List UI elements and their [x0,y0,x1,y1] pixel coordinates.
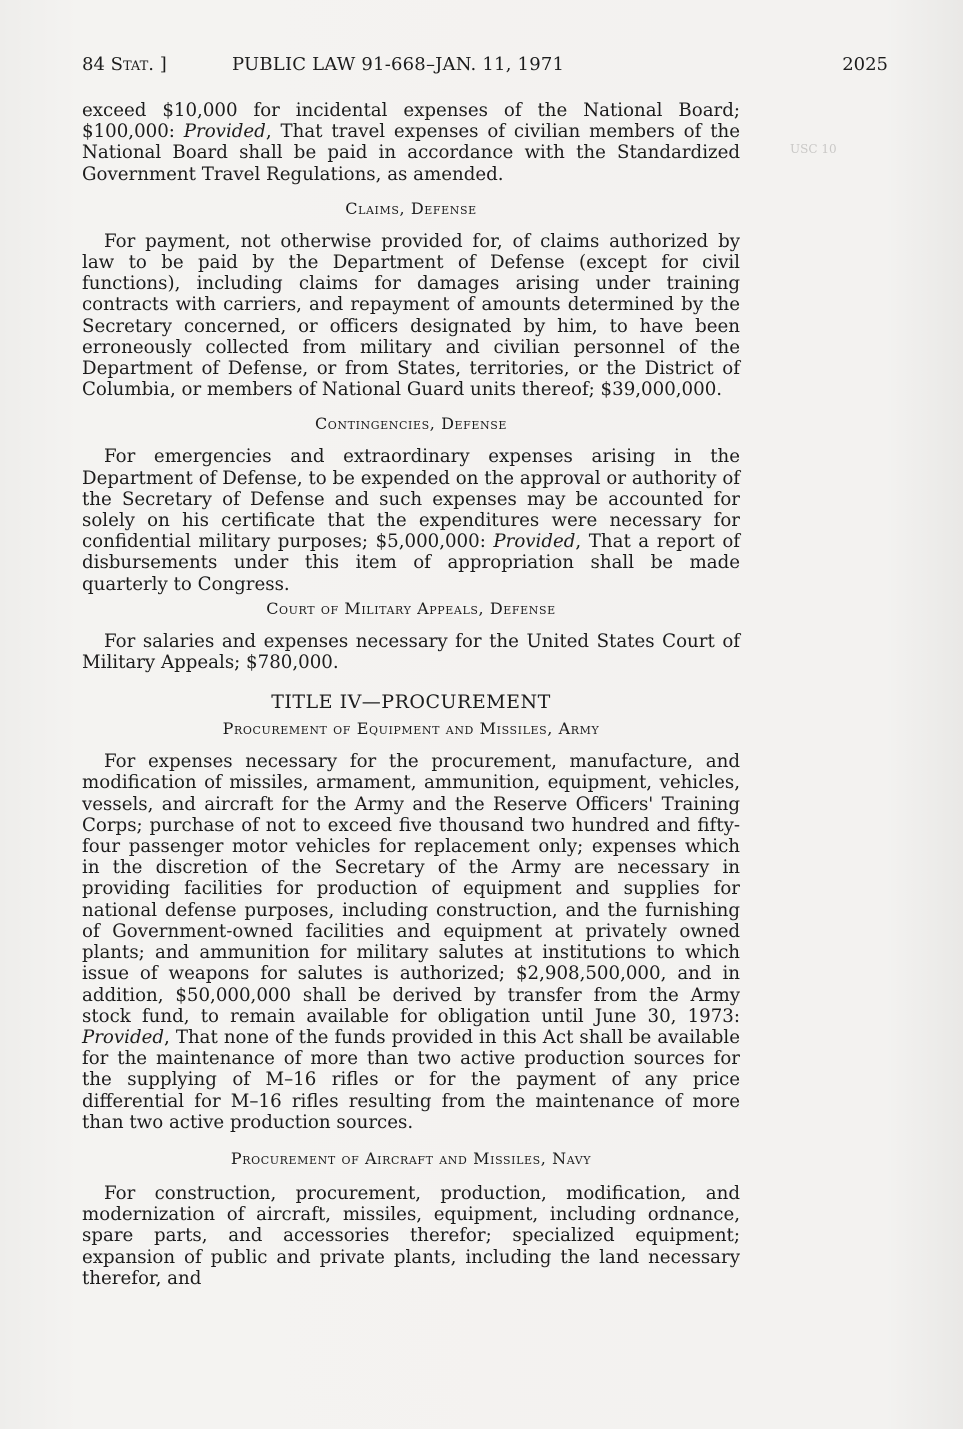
intro-paragraph [82,100,740,185]
army-heading: Procurement of Equipment and Missiles, Army [222,719,600,739]
intro-provided: Provided [183,121,266,143]
contingencies-heading: Contingencies, Defense [314,414,508,434]
document-body [82,100,740,1289]
court-heading: Court of Military Appeals, Defense [266,598,556,618]
intro-text-b: , That travel expenses of civilian members of the National Board shall be paid in accordance with the Standardized Government Travel Regulations, as amended. [82,121,740,185]
intro-text-a: exceed $10,000 for incidental expenses of the National Board; $100,000: [82,100,740,143]
navy-heading: Procurement of Aircraft and Missiles, Navy [230,1148,592,1168]
law-title: PUBLIC LAW 91-668–JAN. 11, 1971 [232,54,565,75]
claims-heading: Claims, Defense [345,198,477,218]
army-text-a: For expenses necessary for the procurement, manufacture, and modification of missiles, armament, ammunition, equipment, vehicles, vessels, and aircraft for the Army and the Reserve Officers' Training Corps; purchase of not to exceed five thousand two hundred and fifty-four passenger motor vehicles for replacement only; expenses which in the discretion of the Secretary of the Army are necessary in providing facilities for production of equipment and supplies for national defense purposes, including construction, and the furnishing of Government-owned facilities and equipment at privately owned plants; and ammunition for military salutes at institutions to which issue of weapons for salutes is authorized; $2,908,500,000, and in addition, $50,000,000 shall be derived by transfer from the Army stock fund, to remain available for obligation until June 30, 1973: [82,751,740,1027]
page-header [82,54,888,80]
army-paragraph [82,751,740,1133]
contingencies-text-b: , That a report of disbursements under this item of appropriation shall be made quarterly to Congress. [82,531,740,595]
contingencies-text-a: For emergencies and extraordinary expenses arising in the Department of Defense, to be expended on the approval or authority of the Secretary of Defense and such expenses may be accounted for solely on his certificate that the expenditures were necessary for confidential military purposes; $5,000,000: [82,446,740,553]
army-provided: Provided [82,1026,165,1048]
margin-note: USC 10 [790,142,837,156]
volume-reference: 84 Stat. ] [82,54,167,75]
court-paragraph: For salaries and expenses necessary for the United States Court of Military Appeals; $780,000. [82,630,740,674]
navy-paragraph: For construction, procurement, production, modification, and modernization of aircraft, missiles, equipment, including ordnance, spare parts, and accessories therefor; specialized equipment; expansion of public and private plants, including the land necessary therefor, and [82,1182,740,1289]
contingencies-provided: Provided [493,531,576,553]
title-iv-heading: TITLE IV—PROCUREMENT [271,691,551,714]
contingencies-paragraph [82,446,740,594]
page-number: 2025 [842,54,888,75]
claims-paragraph: For payment, not otherwise provided for, of claims authorized by law to be paid by the Department of Defense (except for civil functions), including claims for damages arising under training contracts with carriers, and repayment of amounts determined by the Secretary concerned, or officers designated by him, to have been erroneously collected from military and civilian personnel of the Department of Defense, or from States, territories, or the District of Columbia, or members of National Guard units thereof; $39,000,000. [82,230,740,401]
army-text-b: , That none of the funds provided in this Act shall be available for the maintenance of more than two active production sources for the supplying of M–16 rifles or for the payment of any price differential for M–16 rifles resulting from the maintenance of more than two active production sources. [82,1026,740,1133]
